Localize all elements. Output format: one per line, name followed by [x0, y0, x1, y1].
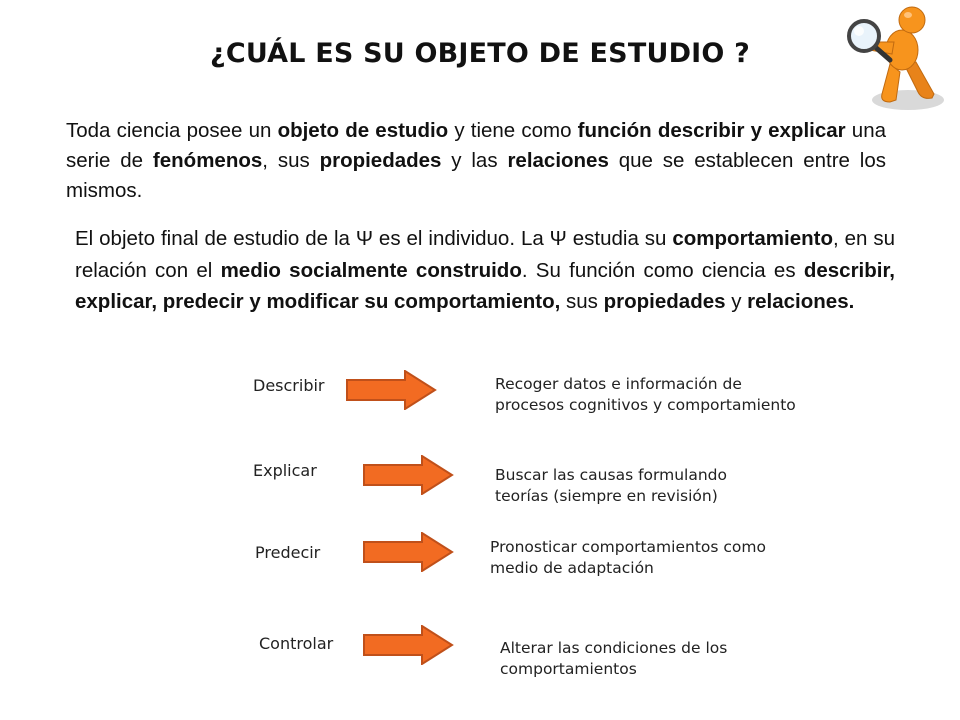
function-verb: Describir [253, 376, 325, 395]
arrow-right-icon [362, 532, 454, 572]
function-row-explicar [0, 455, 960, 515]
function-description: Recoger datos e información de procesos cognitivos y comportamiento [495, 375, 796, 414]
function-row-describir [0, 370, 960, 430]
function-description: Buscar las causas formulando teorías (siempre en revisión) [495, 466, 727, 505]
function-description: Pronosticar comportamientos como medio de adaptación [490, 538, 766, 577]
arrow-right-icon [345, 370, 437, 410]
function-verb: Predecir [255, 543, 321, 562]
magnifier-person-icon [838, 2, 948, 114]
function-verb: Controlar [259, 634, 334, 653]
function-verb: Explicar [253, 461, 317, 480]
arrow-right-icon [362, 625, 454, 665]
function-row-controlar [0, 622, 960, 682]
arrow-right-icon [362, 455, 454, 495]
page-title: ¿CUÁL ES SU OBJETO DE ESTUDIO ? [209, 38, 751, 69]
paragraph-science-definition: Toda ciencia posee un objeto de estudio y tiene como función describir y explicar una serie de fenómenos, sus propiedades y las relaciones que se establecen entre los mismos. [66, 119, 887, 202]
function-description: Alterar las condiciones de los comportamientos [500, 639, 728, 678]
function-row-predecir [0, 530, 960, 590]
paragraph-psychology-object: El objeto final de estudio de la Ψ es el individuo. La Ψ estudia su comportamiento, en su relación con el medio socialmente construido. Su función como ciencia es describir, explicar, predecir y modificar su comportamiento, sus propiedades y relaciones. [75, 227, 896, 313]
